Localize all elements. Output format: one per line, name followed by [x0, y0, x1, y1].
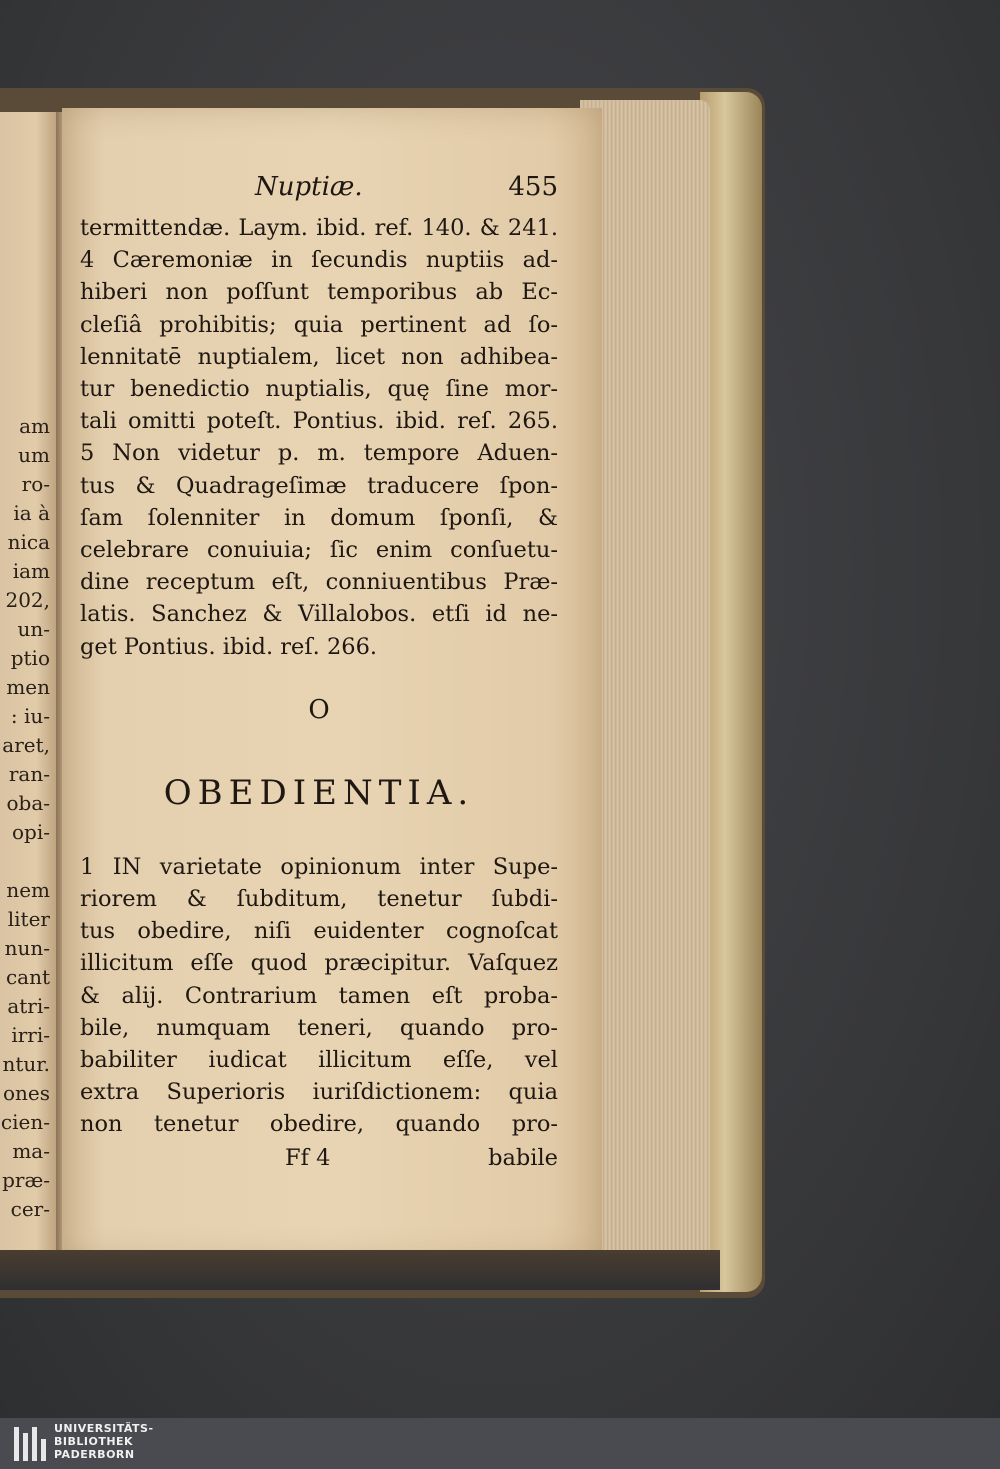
text-line: celebrare conuiuia; ſic enim conſuetu- [80, 537, 558, 564]
text-line: bile, numquam teneri, quando pro- [80, 1014, 558, 1041]
text-line: riorem & ſubditum, tenetur ſubdi- [80, 886, 558, 913]
previous-page-line [0, 847, 60, 876]
previous-page-line: ntur. [2, 1052, 50, 1076]
signature-mark: Ff 4 [285, 1144, 331, 1171]
logo-line: BIBLIOTHEK [54, 1435, 134, 1448]
text-line: tus obedire, niſi euidenter cognoſcat [80, 918, 558, 945]
text-line: 4 Cæremoniæ in ſecundis nuptiis ad- [80, 247, 558, 274]
previous-page-line: 202, [5, 588, 50, 612]
logo-line: PADERBORN [54, 1448, 135, 1461]
text-line: illicitum eſſe quod præcipitur. Vaſquez [80, 950, 558, 977]
text-line: babiliter iudicat illicitum eſſe, vel [80, 1047, 558, 1074]
previous-page-line: nem [6, 878, 50, 902]
section-letter: O [308, 694, 330, 725]
previous-page-line: ones [2, 1081, 50, 1105]
previous-page-line: am [19, 414, 50, 438]
previous-page-line: irri- [11, 1023, 50, 1047]
previous-page-line: men [6, 675, 50, 699]
paragraph-nuptiae [80, 212, 558, 663]
previous-page-line: : iu- [10, 704, 50, 728]
page-number: 455 [508, 172, 558, 202]
book-bottom-edge [0, 1250, 720, 1290]
page-footer [80, 1141, 558, 1175]
page-text-block [80, 172, 558, 1175]
previous-page-line: nica [7, 530, 50, 554]
text-line: 1 IN varietate opinionum inter Supe- [80, 853, 558, 880]
previous-page-line: um [18, 443, 50, 467]
previous-page-line: ptio [10, 646, 50, 670]
previous-page-line: oba- [6, 791, 50, 815]
text-line: & alij. Contrarium tamen eſt proba- [80, 982, 558, 1009]
previous-page-line: cant [5, 965, 50, 989]
text-line: termittendæ. Laym. ibid. ref. 140. & 241. [80, 215, 558, 241]
previous-page [0, 112, 60, 1257]
previous-page-line: aret, [2, 733, 50, 757]
text-line: hiberi non poſſunt temporibus ab Ec- [80, 279, 558, 306]
text-line: cleſiâ prohibitis; quia pertinent ad ſo- [80, 311, 558, 338]
running-head [80, 172, 558, 212]
previous-page-line: cien- [0, 1110, 50, 1134]
section-heading: OBEDIENTIA. [163, 772, 475, 813]
previous-page-line: opi- [12, 820, 50, 844]
text-line: tus & Quadrageſimæ traducere ſpon- [80, 472, 558, 499]
catchword: babile [488, 1144, 558, 1171]
library-logo-text [54, 1422, 154, 1461]
logo-line: UNIVERSITÄTS- [54, 1422, 154, 1435]
text-line: tur benedictio nuptialis, quę ſine mor- [80, 376, 558, 403]
previous-page-line: cer- [10, 1197, 50, 1221]
previous-page-line: un- [17, 617, 50, 641]
text-line: get Pontius. ibid. reſ. 266. [80, 633, 378, 660]
text-line: dine receptum eſt, conniuentibus Præ- [80, 569, 558, 596]
library-logo-icon [14, 1427, 48, 1461]
previous-page-line: præ- [2, 1168, 50, 1192]
previous-page-line: atri- [7, 994, 50, 1018]
library-footer-bar [0, 1418, 1000, 1469]
text-line: 5 Non videtur p. m. tempore Aduen- [80, 440, 558, 467]
previous-page-line: ia à [13, 501, 50, 525]
text-line: latis. Sanchez & Villalobos. etſi id ne- [80, 601, 558, 628]
previous-page-line: iam [12, 559, 50, 583]
previous-page-line: ro- [21, 472, 50, 496]
text-line: tali omitti poteſt. Pontius. ibid. reſ. 265. [80, 408, 558, 435]
text-line: lennitatē nuptialem, licet non adhibea- [80, 343, 558, 370]
previous-page-text [0, 412, 60, 1224]
previous-page-line: ran- [8, 762, 50, 786]
text-line: extra Superioris iuriſdictionem: quia [80, 1079, 558, 1106]
paragraph-obedientia [80, 851, 558, 1141]
previous-page-line: liter [7, 907, 50, 931]
previous-page-line: ma- [12, 1139, 50, 1163]
text-line: non tenetur obedire, quando pro- [80, 1111, 558, 1138]
running-title: Nuptiæ. [255, 172, 363, 202]
text-line: ſam ſolenniter in domum ſponſi, & [80, 504, 558, 531]
previous-page-line: nun- [4, 936, 50, 960]
